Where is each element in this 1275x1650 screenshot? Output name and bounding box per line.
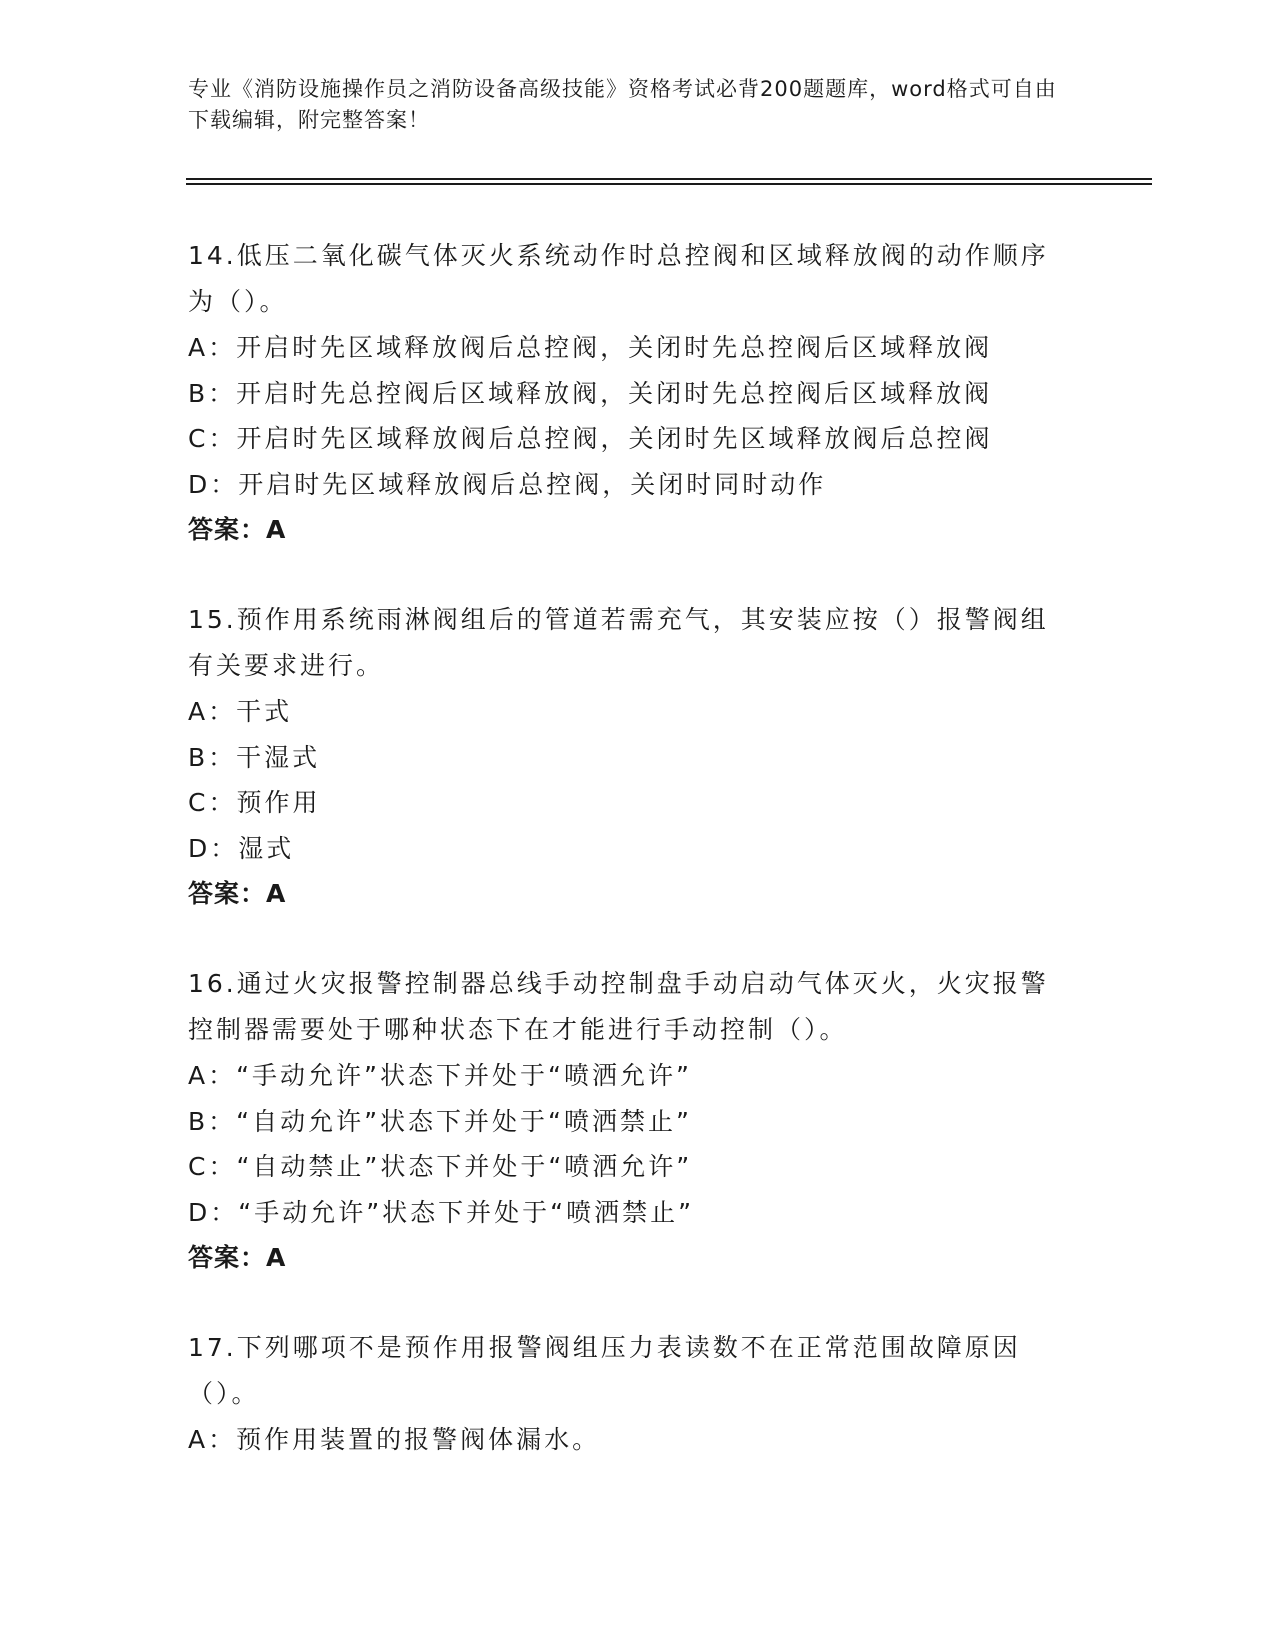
answer: 答案：A xyxy=(188,515,287,544)
option-a: A：干式 xyxy=(188,697,293,726)
option-b: B：干湿式 xyxy=(188,742,321,772)
question-stem: 16.通过火灾报警控制器总线手动控制盘手动启动气体灭火，火灾报警控制器需要处于哪种状态下在才能进行手动控制（）。 xyxy=(188,969,1049,1044)
question-stem: 15.预作用系统雨淋阀组后的管道若需充气，其安装应按（）报警阀组有关要求进行。 xyxy=(188,605,1049,680)
option-d: D：湿式 xyxy=(188,833,295,863)
option-a: A：开启时先区域释放阀后总控阀，关闭时先总控阀后区域释放阀 xyxy=(188,333,993,362)
question-stem: 14.低压二氧化碳气体灭火系统动作时总控阀和区域释放阀的动作顺序为（）。 xyxy=(188,241,1049,316)
option-b: B：“自动允许”状态下并处于“喷洒禁止” xyxy=(188,1106,692,1136)
document-header: 专业《消防设施操作员之消防设备高级技能》资格考试必背200题题库，word格式可自由下载编辑，附完整答案！ xyxy=(188,77,1057,132)
option-c: C：开启时先区域释放阀后总控阀，关闭时先区域释放阀后总控阀 xyxy=(188,424,993,453)
question-14 xyxy=(188,233,1068,553)
question-16 xyxy=(188,961,1068,1281)
question-15 xyxy=(188,597,1068,917)
option-a: A：“手动允许”状态下并处于“喷洒允许” xyxy=(188,1061,692,1090)
option-a: A：预作用装置的报警阀体漏水。 xyxy=(188,1425,601,1454)
answer: 答案：A xyxy=(188,1243,287,1272)
option-c: C：预作用 xyxy=(188,788,321,817)
option-c: C：“自动禁止”状态下并处于“喷洒允许” xyxy=(188,1152,693,1181)
option-b: B：开启时先总控阀后区域释放阀，关闭时先总控阀后区域释放阀 xyxy=(188,378,993,408)
header-rule-top xyxy=(186,178,1152,180)
question-17 xyxy=(188,1325,1068,1463)
question-stem: 17.下列哪项不是预作用报警阀组压力表读数不在正常范围故障原因（）。 xyxy=(188,1333,1021,1408)
answer: 答案：A xyxy=(188,879,287,908)
option-d: D：开启时先区域释放阀后总控阀，关闭时同时动作 xyxy=(188,469,827,499)
option-d: D：“手动允许”状态下并处于“喷洒禁止” xyxy=(188,1197,695,1227)
header-rule-bottom xyxy=(186,183,1152,185)
